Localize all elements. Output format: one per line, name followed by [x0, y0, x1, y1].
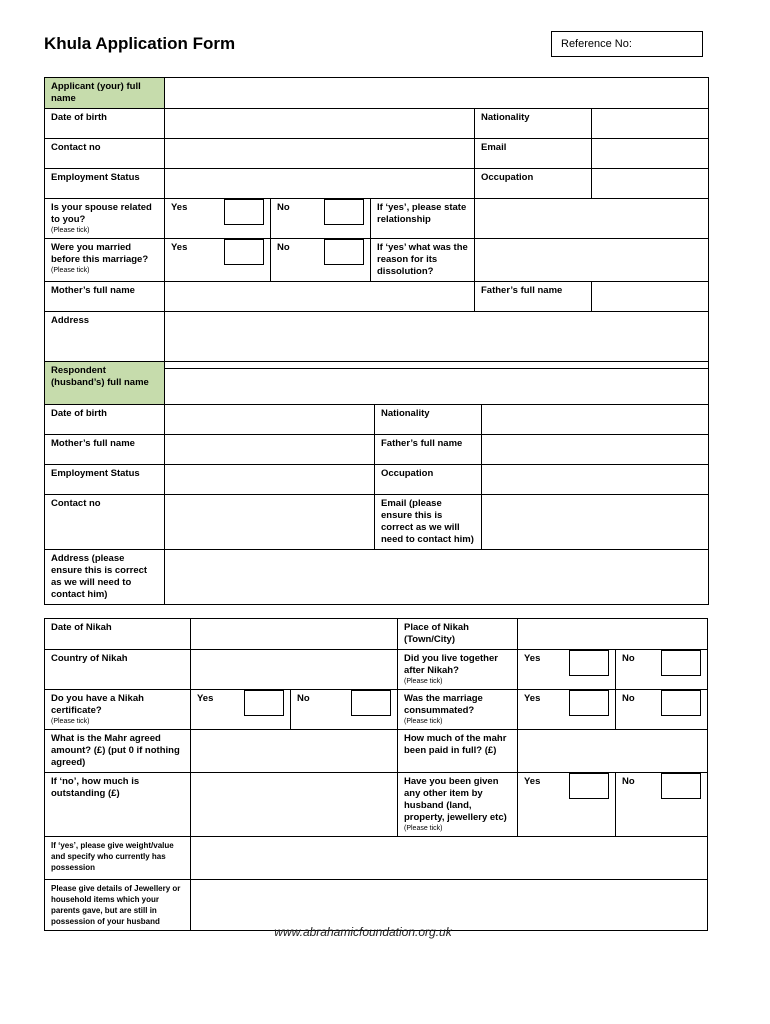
applicant-name-label: Applicant (your) full name: [45, 78, 165, 109]
respondent-email-label: Email (please ensure this is correct as we will need to contact him): [375, 495, 482, 550]
applicant-contact-field[interactable]: [165, 139, 475, 169]
applicant-nationality-field[interactable]: [592, 109, 709, 139]
yes-label: Yes: [171, 202, 188, 213]
married-before-label: [45, 239, 165, 282]
respondent-father-label: Father’s full name: [375, 435, 482, 465]
nikah-country-label: Country of Nikah: [45, 650, 191, 690]
live-together-text: Did you live together after Nikah?: [404, 653, 498, 676]
consummated-label: [398, 690, 518, 730]
outstanding-label: If ‘no’, how much is outstanding (£): [45, 773, 191, 837]
respondent-dob-field[interactable]: [165, 405, 375, 435]
live-together-yes: [518, 650, 616, 690]
please-tick-note: (Please tick): [51, 718, 90, 725]
no-label: No: [277, 242, 290, 253]
nikah-certificate-text: Do you have a Nikah certificate?: [51, 693, 144, 716]
dissolution-reason-label: If ‘yes’ what was the reason for its dissolution?: [371, 239, 475, 282]
respondent-father-field[interactable]: [482, 435, 709, 465]
respondent-nationality-field[interactable]: [482, 405, 709, 435]
applicant-employment-field[interactable]: [165, 169, 475, 199]
page-title: Khula Application Form: [44, 34, 236, 53]
relationship-field[interactable]: [475, 199, 709, 239]
respondent-nationality-label: Nationality: [375, 405, 482, 435]
spouse-related-label: [45, 199, 165, 239]
applicant-email-field[interactable]: [592, 139, 709, 169]
please-tick-note: (Please tick): [404, 825, 443, 832]
applicant-occupation-label: Occupation: [475, 169, 592, 199]
no-label: No: [622, 776, 635, 787]
consummated-text: Was the marriage consummated?: [404, 693, 483, 716]
other-items-no: [616, 773, 708, 837]
respondent-employment-field[interactable]: [165, 465, 375, 495]
applicant-email-label: Email: [475, 139, 592, 169]
respondent-email-field[interactable]: [482, 495, 709, 550]
yes-label: Yes: [197, 693, 214, 704]
respondent-section: [44, 361, 709, 605]
consummated-yes: [518, 690, 616, 730]
consummated-no: [616, 690, 708, 730]
applicant-address-label: Address: [45, 312, 165, 369]
please-tick-note: (Please tick): [404, 718, 443, 725]
certificate-yes: [191, 690, 291, 730]
please-tick-note: (Please tick): [404, 678, 443, 685]
applicant-mother-field[interactable]: [165, 282, 475, 312]
respondent-name-field[interactable]: [165, 362, 709, 405]
applicant-employment-label: Employment Status: [45, 169, 165, 199]
nikah-place-field[interactable]: [518, 619, 708, 650]
certificate-no-checkbox[interactable]: [351, 690, 391, 716]
mahr-paid-label: How much of the mahr been paid in full? (£): [398, 730, 518, 773]
yes-label: Yes: [524, 693, 541, 704]
spouse-related-no: [271, 199, 371, 239]
nikah-section: [44, 618, 708, 931]
other-items-label: [398, 773, 518, 837]
spouse-related-yes-checkbox[interactable]: [224, 199, 264, 225]
other-items-yes: [518, 773, 616, 837]
yes-label: Yes: [524, 653, 541, 664]
spouse-related-no-checkbox[interactable]: [324, 199, 364, 225]
respondent-name-label: Respondent (husband’s) full name: [45, 362, 165, 405]
nikah-date-label: Date of Nikah: [45, 619, 191, 650]
nikah-place-label: Place of Nikah (Town/City): [398, 619, 518, 650]
respondent-mother-label: Mother’s full name: [45, 435, 165, 465]
applicant-occupation-field[interactable]: [592, 169, 709, 199]
married-before-no: [271, 239, 371, 282]
respondent-address-label: Address (please ensure this is correct as we will need to contact him): [45, 550, 165, 605]
consummated-no-checkbox[interactable]: [661, 690, 701, 716]
no-label: No: [277, 202, 290, 213]
married-before-yes-checkbox[interactable]: [224, 239, 264, 265]
other-items-yes-checkbox[interactable]: [569, 773, 609, 799]
mahr-paid-field[interactable]: [518, 730, 708, 773]
other-items-text: Have you been given any other item by husband (land, property, jewellery etc): [404, 776, 507, 823]
please-tick-note: (Please tick): [51, 227, 90, 234]
respondent-address-field[interactable]: [165, 550, 709, 605]
dissolution-reason-field[interactable]: [475, 239, 709, 282]
applicant-address-field[interactable]: [165, 312, 709, 369]
footer-website-link[interactable]: www.abrahamicfoundation.org.uk: [274, 925, 452, 939]
outstanding-field[interactable]: [191, 773, 398, 837]
no-label: No: [297, 693, 310, 704]
married-before-text: Were you married before this marriage?: [51, 242, 149, 265]
live-together-no-checkbox[interactable]: [661, 650, 701, 676]
certificate-no: [291, 690, 398, 730]
nikah-certificate-label: [45, 690, 191, 730]
jewellery-label: Please give details of Jewellery or household items which your parents gave, but are still in possession of your husband: [45, 880, 191, 931]
please-tick-note: (Please tick): [51, 267, 90, 274]
no-label: No: [622, 693, 635, 704]
nikah-country-field[interactable]: [191, 650, 398, 690]
respondent-employment-label: Employment Status: [45, 465, 165, 495]
mahr-agreed-field[interactable]: [191, 730, 398, 773]
live-together-yes-checkbox[interactable]: [569, 650, 609, 676]
reference-no-field[interactable]: Reference No:: [551, 31, 703, 57]
live-together-label: [398, 650, 518, 690]
applicant-nationality-label: Nationality: [475, 109, 592, 139]
respondent-dob-label: Date of birth: [45, 405, 165, 435]
nikah-date-field[interactable]: [191, 619, 398, 650]
respondent-contact-label: Contact no: [45, 495, 165, 550]
respondent-contact-field[interactable]: [165, 495, 375, 550]
applicant-dob-field[interactable]: [165, 109, 475, 139]
applicant-father-label: Father’s full name: [475, 282, 592, 312]
applicant-father-field[interactable]: [592, 282, 709, 312]
respondent-occupation-label: Occupation: [375, 465, 482, 495]
applicant-contact-label: Contact no: [45, 139, 165, 169]
weight-value-field[interactable]: [191, 837, 708, 880]
yes-label: Yes: [524, 776, 541, 787]
weight-value-label: If ‘yes’, please give weight/value and specify who currently has possession: [45, 837, 191, 880]
state-relationship-label: If ‘yes’, please state relationship: [371, 199, 475, 239]
spouse-related-text: Is your spouse related to you?: [51, 202, 152, 225]
applicant-section: [44, 77, 709, 369]
consummated-yes-checkbox[interactable]: [569, 690, 609, 716]
respondent-occupation-field[interactable]: [482, 465, 709, 495]
live-together-no: [616, 650, 708, 690]
certificate-yes-checkbox[interactable]: [244, 690, 284, 716]
married-before-no-checkbox[interactable]: [324, 239, 364, 265]
applicant-mother-label: Mother’s full name: [45, 282, 165, 312]
no-label: No: [622, 653, 635, 664]
married-before-yes: [165, 239, 271, 282]
respondent-mother-field[interactable]: [165, 435, 375, 465]
applicant-dob-label: Date of birth: [45, 109, 165, 139]
other-items-no-checkbox[interactable]: [661, 773, 701, 799]
spouse-related-yes: [165, 199, 271, 239]
jewellery-field[interactable]: [191, 880, 708, 931]
mahr-agreed-label: What is the Mahr agreed amount? (£) (put 0 if nothing agreed): [45, 730, 191, 773]
yes-label: Yes: [171, 242, 188, 253]
applicant-name-field[interactable]: [165, 78, 709, 109]
